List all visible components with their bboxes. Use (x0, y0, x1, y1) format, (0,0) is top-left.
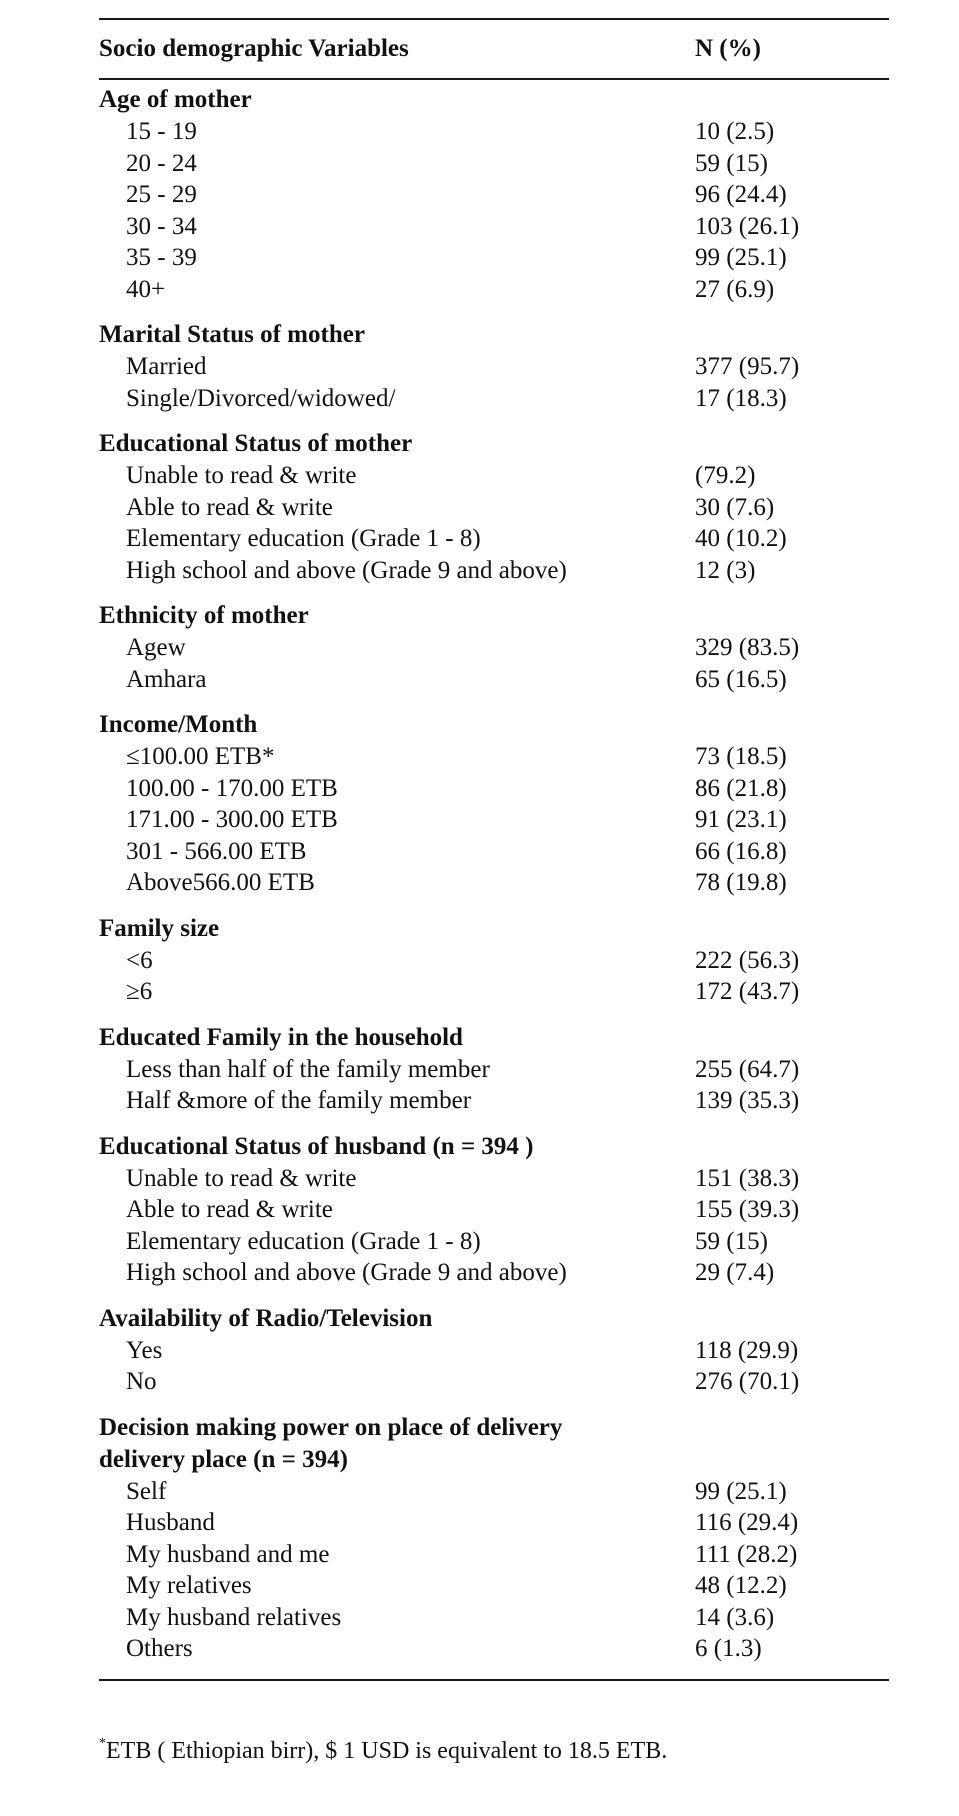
category-label: Unable to read & write (126, 462, 357, 489)
count-percent: 276 (70.1) (695, 1368, 800, 1395)
count-percent: 59 (15) (695, 149, 768, 177)
category-label: 301 - 566.00 ETB (126, 837, 307, 865)
sociodemographic-table (99, 18, 889, 1681)
category-label: Able to read & write (126, 493, 333, 521)
count-percent: 27 (6.9) (695, 275, 775, 303)
count-percent: 116 (29.4) (695, 1509, 799, 1536)
table-row (99, 274, 889, 306)
category-label: 100.00 - 170.00 ETB (126, 774, 338, 802)
count-percent: 99 (25.1) (695, 1477, 787, 1505)
count-percent: 48 (12.2) (695, 1572, 787, 1599)
category-label: 25 - 29 (126, 181, 197, 208)
category-label: Amhara (126, 665, 207, 693)
count-percent: (79.2) (695, 462, 756, 489)
category-label: Married (126, 353, 207, 380)
table-row (99, 632, 889, 664)
table-row (99, 1085, 889, 1117)
group-title: Educated Family in the household (99, 1023, 463, 1051)
table-row (99, 1476, 889, 1508)
table-row (99, 460, 889, 492)
category-label: Others (126, 1635, 193, 1662)
count-percent: 172 (43.7) (695, 978, 800, 1005)
count-percent: 10 (2.5) (695, 118, 775, 145)
count-percent: 118 (29.9) (695, 1336, 799, 1364)
category-label: 40+ (126, 275, 166, 303)
count-percent: 65 (16.5) (695, 665, 787, 693)
count-percent: 151 (38.3) (695, 1164, 800, 1192)
category-label: Above566.00 ETB (126, 869, 315, 896)
category-label: Half &more of the family member (126, 1087, 472, 1114)
header-variables: Socio demographic Variables (99, 35, 409, 62)
count-percent: 40 (10.2) (695, 525, 787, 552)
count-percent: 222 (56.3) (695, 946, 800, 974)
variable-group (99, 709, 889, 899)
category-label: Less than half of the family member (126, 1055, 490, 1083)
category-label: Elementary education (Grade 1 - 8) (126, 525, 481, 552)
category-label: No (126, 1368, 157, 1395)
table-row (99, 741, 889, 773)
table-body (99, 80, 889, 1665)
count-percent: 59 (15) (695, 1227, 768, 1255)
table-row (99, 351, 889, 383)
category-label: Husband (126, 1509, 215, 1536)
group-title: Decision making power on place of delivery delivery place (n = 394) (99, 1413, 563, 1473)
count-percent: 86 (21.8) (695, 774, 787, 802)
category-label: Yes (126, 1336, 163, 1364)
count-percent: 17 (18.3) (695, 384, 787, 412)
table-row (99, 773, 889, 805)
category-label: ≥6 (126, 978, 153, 1005)
count-percent: 12 (3) (695, 556, 756, 584)
table-row (99, 1054, 889, 1086)
table-row (99, 836, 889, 868)
category-label: Self (126, 1477, 167, 1505)
group-title: Educational Status of mother (99, 430, 413, 457)
category-label: High school and above (Grade 9 and above) (126, 1259, 567, 1286)
category-label: <6 (126, 946, 153, 974)
table-row (99, 1366, 889, 1398)
table-row (99, 179, 889, 211)
variable-group (99, 319, 889, 414)
table-row (99, 383, 889, 415)
variable-group (99, 1412, 889, 1665)
group-title: Availability of Radio/Television (99, 1304, 433, 1332)
count-percent: 78 (19.8) (695, 869, 787, 896)
count-percent: 99 (25.1) (695, 244, 787, 271)
table-row (99, 1226, 889, 1258)
category-label: My husband and me (126, 1540, 330, 1568)
count-percent: 139 (35.3) (695, 1087, 800, 1114)
table-row (99, 976, 889, 1008)
table-row (99, 242, 889, 274)
count-percent: 14 (3.6) (695, 1603, 775, 1631)
bottom-rule (99, 1679, 889, 1681)
table-row (99, 1194, 889, 1226)
table-row (99, 945, 889, 977)
count-percent: 155 (39.3) (695, 1196, 800, 1223)
category-label: ≤100.00 ETB* (126, 743, 275, 770)
table-row (99, 1335, 889, 1367)
group-title: Marital Status of mother (99, 321, 365, 348)
category-label: 171.00 - 300.00 ETB (126, 806, 338, 833)
variable-group (99, 1022, 889, 1117)
count-percent: 377 (95.7) (695, 353, 800, 380)
category-label: 30 - 34 (126, 212, 197, 240)
variable-group (99, 1303, 889, 1398)
table-row (99, 1539, 889, 1571)
footnote-text: ETB ( Ethiopian birr), $ 1 USD is equivalent to 18.5 ETB. (106, 1738, 668, 1764)
table-row (99, 1570, 889, 1602)
group-title: Educational Status of husband (n = 394 ) (99, 1132, 534, 1160)
category-label: Agew (126, 634, 186, 661)
table-row (99, 211, 889, 243)
count-percent: 66 (16.8) (695, 837, 787, 865)
variable-group (99, 913, 889, 1008)
table-row (99, 1163, 889, 1195)
category-label: Unable to read & write (126, 1164, 357, 1192)
count-percent: 6 (1.3) (695, 1635, 762, 1662)
variable-group (99, 600, 889, 695)
table-row (99, 664, 889, 696)
table-row (99, 148, 889, 180)
group-title: Income/Month (99, 711, 258, 738)
group-title: Ethnicity of mother (99, 602, 309, 629)
count-percent: 91 (23.1) (695, 806, 787, 833)
category-label: Elementary education (Grade 1 - 8) (126, 1227, 481, 1255)
table-row (99, 804, 889, 836)
category-label: Single/Divorced/widowed/ (126, 384, 396, 412)
table-row (99, 1507, 889, 1539)
category-label: My husband relatives (126, 1603, 342, 1631)
footnote-marker: * (99, 1736, 106, 1751)
table-header (99, 20, 889, 78)
variable-group (99, 1131, 889, 1289)
category-label: 35 - 39 (126, 244, 197, 271)
table-row (99, 492, 889, 524)
table-row (99, 1633, 889, 1665)
category-label: 20 - 24 (126, 149, 197, 177)
count-percent: 30 (7.6) (695, 493, 775, 521)
table-row (99, 116, 889, 148)
count-percent: 329 (83.5) (695, 634, 800, 661)
header-n-percent: N (%) (695, 35, 761, 62)
count-percent: 255 (64.7) (695, 1055, 800, 1083)
category-label: My relatives (126, 1572, 252, 1599)
group-title: Age of mother (99, 86, 252, 113)
table-row (99, 867, 889, 899)
count-percent: 73 (18.5) (695, 743, 787, 770)
count-percent: 96 (24.4) (695, 181, 787, 208)
category-label: Able to read & write (126, 1196, 333, 1223)
category-label: 15 - 19 (126, 118, 197, 145)
group-title: Family size (99, 914, 220, 942)
count-percent: 111 (28.2) (695, 1540, 798, 1568)
footnote (99, 1738, 667, 1765)
table-row (99, 1257, 889, 1289)
table-row (99, 555, 889, 587)
count-percent: 29 (7.4) (695, 1259, 775, 1286)
table-row (99, 523, 889, 555)
category-label: High school and above (Grade 9 and above) (126, 556, 567, 584)
table-row (99, 1602, 889, 1634)
variable-group (99, 428, 889, 586)
count-percent: 103 (26.1) (695, 212, 800, 240)
variable-group (99, 84, 889, 305)
